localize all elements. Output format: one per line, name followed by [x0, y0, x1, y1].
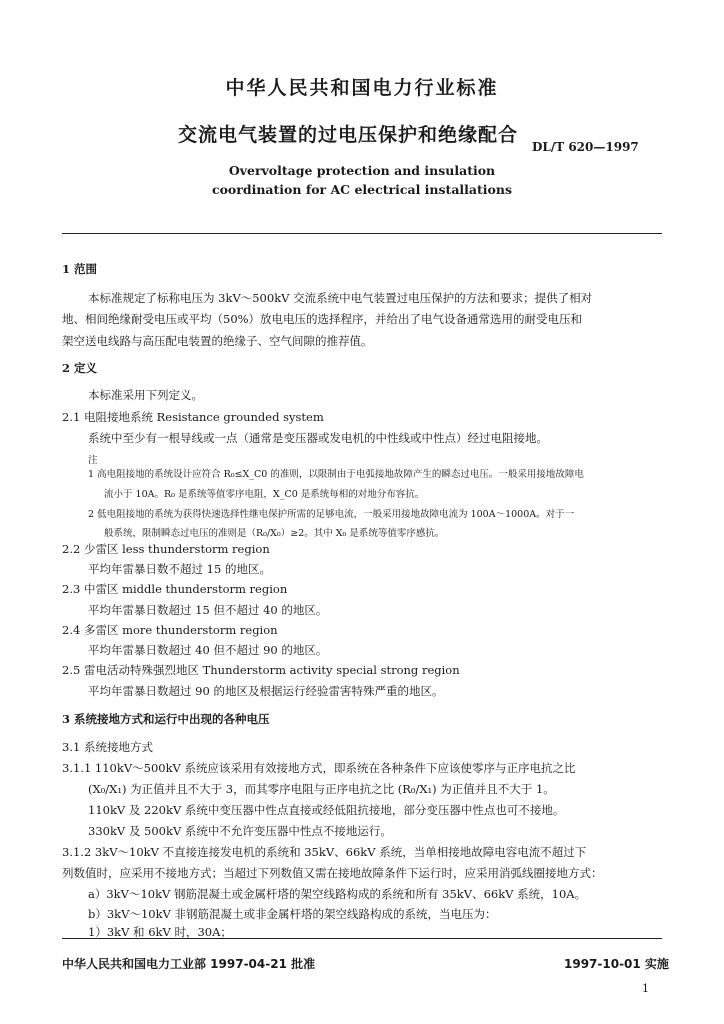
note-line: 流小于 10A。R₀ 是系统等值零序电阻，X_C0 是系统每相的对地分布容抗。 — [104, 489, 425, 500]
list-item: 1）3kV 和 6kV 时，30A； — [88, 925, 232, 939]
paragraph-line: 本标准采用下列定义。 — [88, 388, 203, 402]
list-item: b）3kV～10kV 非钢筋混凝土或非金属杆塔的架空线路构成的系统，当电压为： — [88, 907, 497, 921]
paragraph-line: 110kV 及 220kV 系统中变压器中性点直接或经低阻抗接地，部分变压器中性点也可不接地。 — [88, 803, 565, 817]
footer-divider — [62, 938, 662, 939]
standard-number: DL/T 620—1997 — [532, 140, 639, 154]
definition-heading: 2.3 中雷区 middle thunderstorm region — [62, 582, 288, 596]
implementation-date: 1997-10-01 实施 — [564, 957, 669, 971]
definition-body: 平均年雷暴日数超过 15 但不超过 40 的地区。 — [88, 603, 328, 617]
definition-body: 平均年雷暴日数超过 90 的地区及根据运行经验雷害特殊严重的地区。 — [88, 684, 444, 698]
note-label: 注 — [88, 455, 98, 466]
list-item: a）3kV～10kV 钢筋混凝土或金属杆塔的架空线路构成的系统和所有 35kV、66kV 系统，10A。 — [88, 887, 587, 901]
english-title-line-2: coordination for AC electrical installations — [211, 182, 512, 197]
definition-heading: 2.5 雷电活动特殊强烈地区 Thunderstorm activity special strong region — [62, 663, 460, 677]
note-line: 1 高电阻接地的系统设计应符合 R₀≤X_C0 的准则，以限制由于电弧接地故障产生的瞬态过电压。一般采用接地故障电 — [88, 469, 584, 480]
paragraph-line: 3.1.1 110kV～500kV 系统应该采用有效接地方式，即系统在各种条件下应该使零序与正序电抗之比 — [62, 761, 576, 775]
paragraph-line: 地、相间绝缘耐受电压或平均（50%）放电电压的选择程序，并给出了电气设备通常选用的耐受电压和 — [62, 312, 583, 326]
paragraph-line: 330kV 及 500kV 系统中不允许变压器中性点不接地运行。 — [88, 824, 392, 838]
definition-heading: 2.2 少雷区 less thunderstorm region — [62, 542, 270, 556]
definition-heading: 2.4 多雷区 more thunderstorm region — [62, 623, 278, 637]
paragraph-line: 列数值时，应采用不接地方式；当超过下列数值又需在接地故障条件下运行时，应采用消弧线圈接地方式： — [62, 866, 603, 880]
definition-body: 平均年雷暴日数不超过 15 的地区。 — [88, 562, 271, 576]
definition-body: 平均年雷暴日数超过 40 但不超过 90 的地区。 — [88, 643, 328, 657]
note-line: 般系统，限制瞬态过电压的准则是（R₀/X₀）≥2。其中 X₀ 是系统等值零序感抗。 — [104, 528, 445, 539]
standard-category-title: 中华人民共和国电力行业标准 — [225, 77, 499, 99]
section-heading-grounding: 3 系统接地方式和运行中出现的各种电压 — [62, 712, 270, 726]
definition-heading: 2.1 电阻接地系统 Resistance grounded system — [62, 410, 324, 424]
english-title-line-1: Overvoltage protection and insulation — [228, 163, 496, 178]
page-number: 1 — [642, 982, 649, 995]
definition-body: 系统中至少有一根导线或一点（通常是变压器或发电机的中性线或中性点）经过电阻接地。 — [88, 431, 548, 445]
header-divider — [62, 233, 662, 234]
paragraph-line: 架空送电线路与高压配电装置的绝缘子、空气间隙的推荐值。 — [62, 334, 373, 348]
document-title: 交流电气装置的过电压保护和绝缘配合 — [178, 124, 519, 146]
note-line: 2 低电阻接地的系统为获得快速选择性继电保护所需的足够电流，一般采用接地故障电流为 100A～1000A。对于一 — [88, 509, 575, 520]
section-heading-definitions: 2 定义 — [62, 361, 98, 375]
approval-date: 中华人民共和国电力工业部 1997-04-21 批准 — [62, 957, 316, 971]
paragraph-line: (X₀/X₁) 为正值并且不大于 3，而其零序电阻与正序电抗之比 (R₀/X₁) 为正值并且不大于 1。 — [88, 782, 555, 796]
paragraph-line: 本标准规定了标称电压为 3kV～500kV 交流系统中电气装置过电压保护的方法和要求；提供了相对 — [88, 291, 593, 305]
subsection-heading: 3.1 系统接地方式 — [62, 740, 153, 754]
section-heading-scope: 1 范围 — [62, 262, 98, 276]
paragraph-line: 3.1.2 3kV～10kV 不直接连接发电机的系统和 35kV、66kV 系统，当单相接地故障电容电流不超过下 — [62, 845, 587, 859]
